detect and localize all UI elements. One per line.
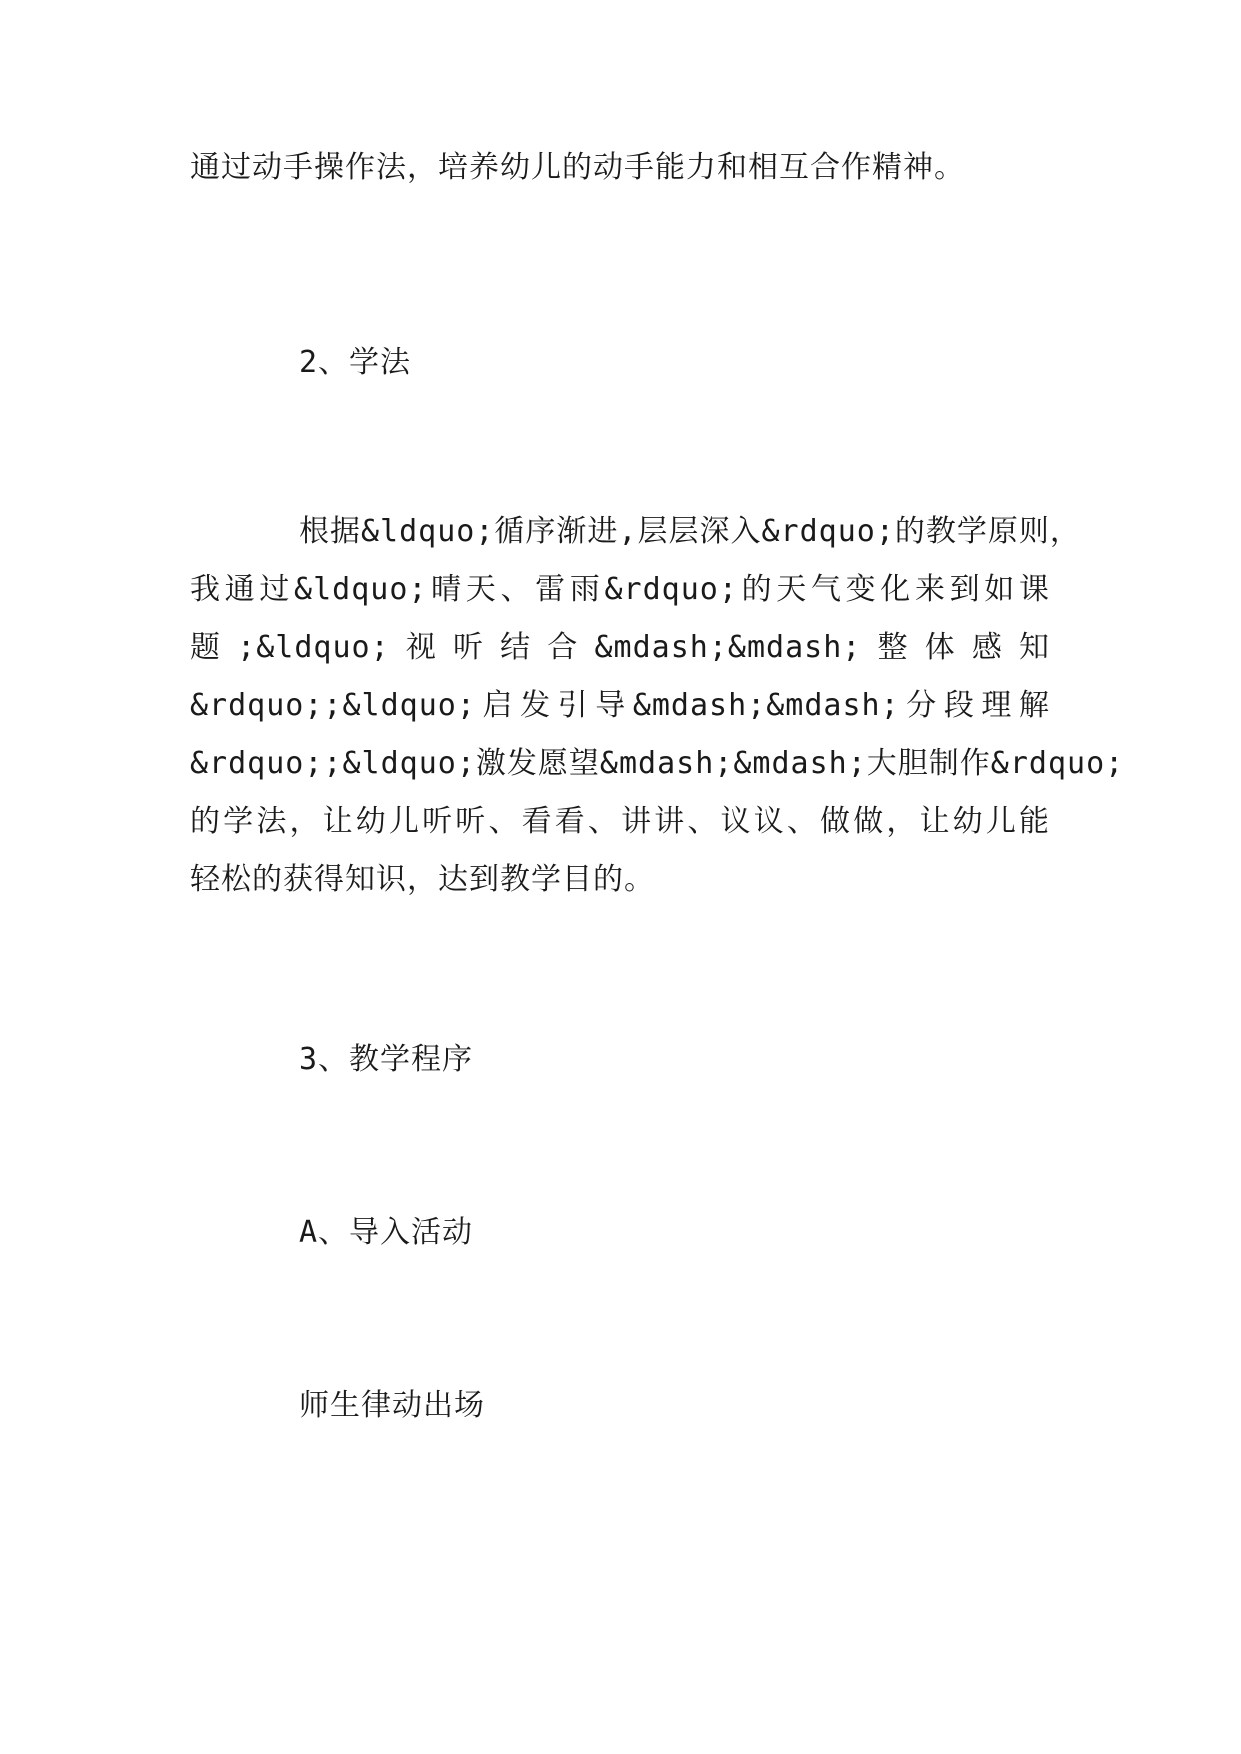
paragraph-method-end: 通过动手操作法，培养幼儿的动手能力和相互合作精神。 <box>190 150 965 185</box>
paragraph-line: &rdquo;;&ldquo;启发引导&mdash;&mdash;分段理解 <box>190 688 1050 723</box>
heading-intro-activity: A、导入活动 <box>299 1215 474 1250</box>
paragraph-line: 我通过&ldquo;晴天、雷雨&rdquo;的天气变化来到如课 <box>190 572 1050 607</box>
paragraph-line: 轻松的获得知识，达到教学目的。 <box>190 862 655 897</box>
paragraph-study-method <box>190 503 1125 909</box>
heading-study-method: 2、学法 <box>299 345 412 380</box>
paragraph-line: 的学法，让幼儿听听、看看、讲讲、议议、做做，让幼儿能 <box>190 804 1050 839</box>
paragraph-line: &rdquo;;&ldquo;激发愿望&mdash;&mdash;大胆制作&rdquo; <box>190 746 1125 781</box>
paragraph-line: 根据&ldquo;循序渐进,层层深入&rdquo;的教学原则， <box>299 514 1081 549</box>
paragraph-entrance: 师生律动出场 <box>299 1388 485 1423</box>
heading-teaching-procedure: 3、教学程序 <box>299 1042 474 1077</box>
paragraph-line: 题;&ldquo;视听结合&mdash;&mdash;整体感知 <box>190 630 1050 665</box>
